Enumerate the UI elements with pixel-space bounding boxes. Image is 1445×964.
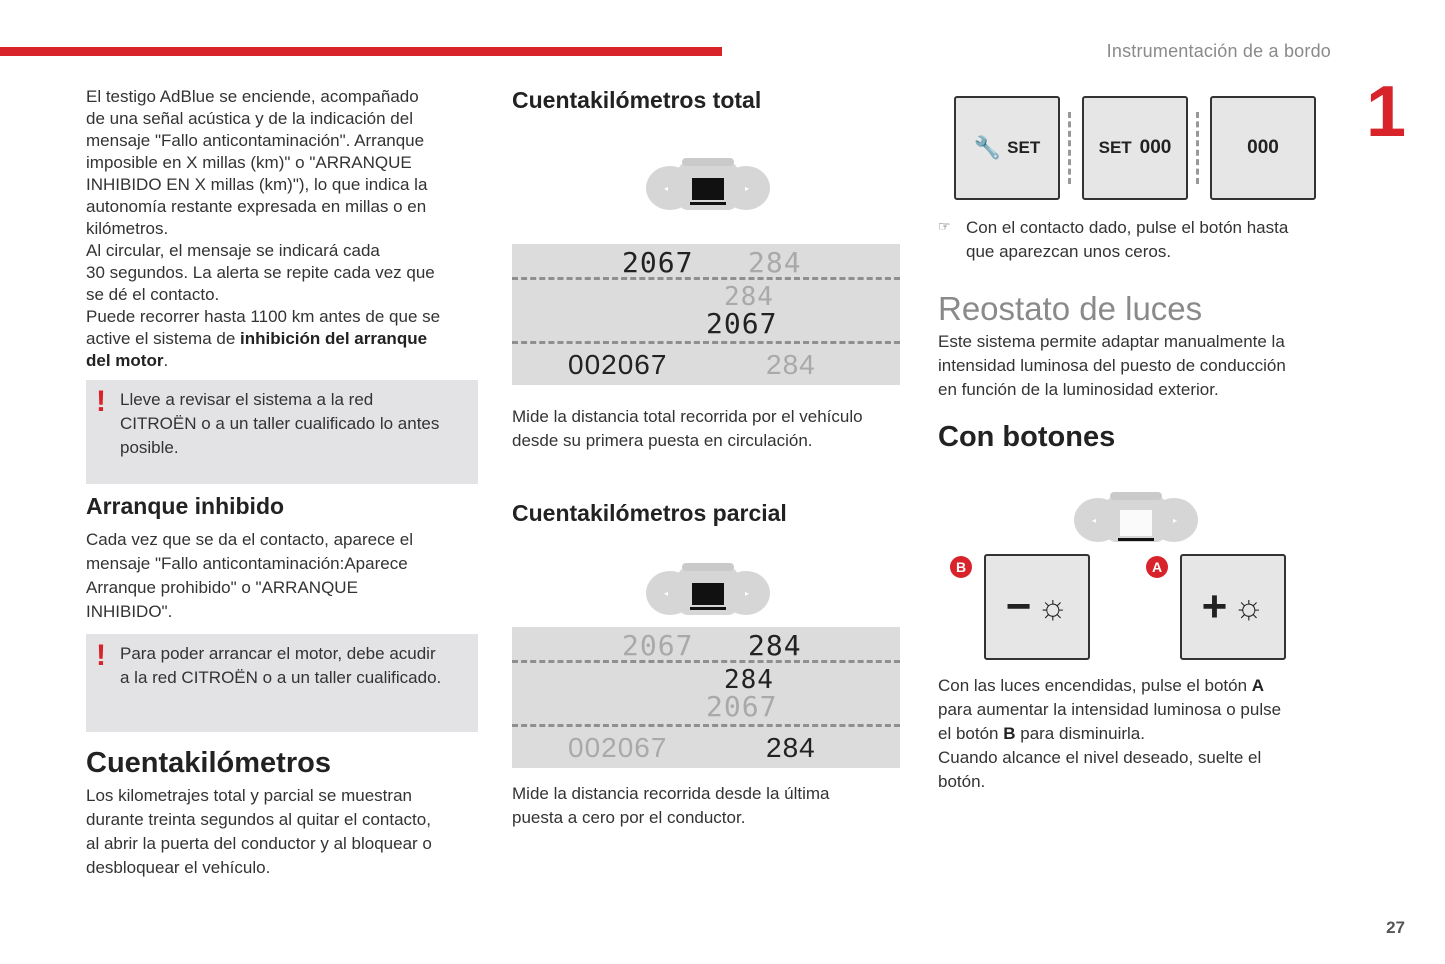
brightness-decrease-button[interactable]	[984, 554, 1090, 660]
heading-reostato: Reostato de luces	[938, 290, 1203, 327]
badge-b: B	[950, 556, 972, 578]
parcial-description: Mide la distancia recorrida desde la última puesta a cero por el conductor.	[512, 784, 830, 827]
header-red-bar	[0, 47, 722, 56]
warning-icon: !	[96, 385, 106, 418]
cuentakilometros-paragraph: Los kilometrajes total y parcial se muestran durante treinta segundos al quitar el contacto, al abrir la puerta del conductor y al bloquear o desbloquear el vehículo.	[86, 786, 432, 877]
brightness-buttons	[938, 554, 1333, 662]
heading-con-botones: Con botones	[938, 421, 1116, 453]
set-zero-button[interactable]: SET 000	[1082, 96, 1188, 200]
svg-text:◂: ◂	[664, 184, 669, 193]
column-middle	[512, 86, 904, 830]
dashboard-icon	[1072, 492, 1200, 548]
sun-icon: ☼	[1233, 588, 1265, 626]
svg-text:◂: ◂	[1092, 516, 1097, 525]
warning-box-revisar: ! Lleve a revisar el sistema a la red CITROËN o a un taller cualificado lo antes posible.	[86, 380, 478, 484]
dashboard-icon	[644, 158, 772, 214]
dashboard-icon	[644, 563, 772, 619]
svg-text:▸: ▸	[1173, 516, 1178, 525]
reostato-paragraph: Este sistema permite adaptar manualmente la intensidad luminosa del puesto de conducción en función de la luminosidad exterior.	[938, 332, 1286, 399]
svg-text:▸: ▸	[745, 184, 750, 193]
heading-arranque-inhibido: Arranque inhibido	[86, 493, 285, 519]
heading-parcial: Cuentakilómetros parcial	[512, 500, 787, 526]
plus-icon: +	[1201, 582, 1228, 631]
badge-a: A	[1146, 556, 1168, 578]
sequence-separator	[1196, 112, 1199, 184]
heading-total: Cuentakilómetros total	[512, 87, 762, 113]
pointing-hand-icon: ☞	[938, 218, 951, 234]
svg-text:◂: ◂	[664, 589, 669, 598]
adblue-paragraph: El testigo AdBlue se enciende, acompañado de una señal acústica y de la indicación del mensaje "Fallo anticontaminación". Arranque imposible en X millas (km)" o "ARRANQUE INHIBIDO EN X millas (km)"), lo que indica la autonomía restante expresada en millas o en kilómetros. Al circular, el mensaje se indicará cada 30 segundos. La alerta se repite cada vez que se dé el contacto. Puede recorrer hasta 1100 km antes de que se active el sistema de inhibición del arranque del motor.	[86, 87, 441, 370]
brightness-increase-button[interactable]	[1180, 554, 1286, 660]
zero-display: 000	[1210, 96, 1316, 200]
sequence-separator	[1068, 112, 1071, 184]
heading-cuentakilometros: Cuentakilómetros	[86, 747, 331, 779]
column-right	[938, 86, 1333, 794]
minus-icon: −	[1005, 582, 1032, 631]
sun-icon: ☼	[1037, 588, 1069, 626]
odometer-parcial-display: 2067 284 284 2067 002067 284	[512, 627, 900, 768]
chapter-number: 1	[1366, 72, 1407, 152]
odometer-total-display: 2067 284 284 2067 002067 284	[512, 244, 900, 385]
warning-icon: !	[96, 639, 106, 672]
reset-sequence	[954, 86, 1333, 192]
set-button[interactable]: 🔧 SET	[954, 96, 1060, 200]
running-header: Instrumentación de a bordo	[1106, 41, 1331, 61]
arranque-paragraph: Cada vez que se da el contacto, aparece el mensaje "Fallo anticontaminación:Aparece Arranque prohibido" o "ARRANQUE INHIBIDO".	[86, 530, 413, 621]
wrench-icon: 🔧	[973, 135, 1002, 160]
page-number: 27	[1386, 918, 1405, 937]
column-left	[86, 86, 478, 880]
svg-text:▸: ▸	[745, 589, 750, 598]
total-description: Mide la distancia total recorrida por el vehículo desde su primera puesta en circulación.	[512, 407, 863, 450]
warning-box-arrancar: ! Para poder arrancar el motor, debe acudir a la red CITROËN o a un taller cualificado.	[86, 634, 478, 732]
botones-paragraph: Con las luces encendidas, pulse el botón A para aumentar la intensidad luminosa o pulse el botón B para disminuirla. Cuando alcance el nivel deseado, suelte el botón.	[938, 676, 1282, 791]
reset-note: ☞ Con el contacto dado, pulse el botón hasta que aparezcan unos ceros.	[938, 218, 1289, 261]
